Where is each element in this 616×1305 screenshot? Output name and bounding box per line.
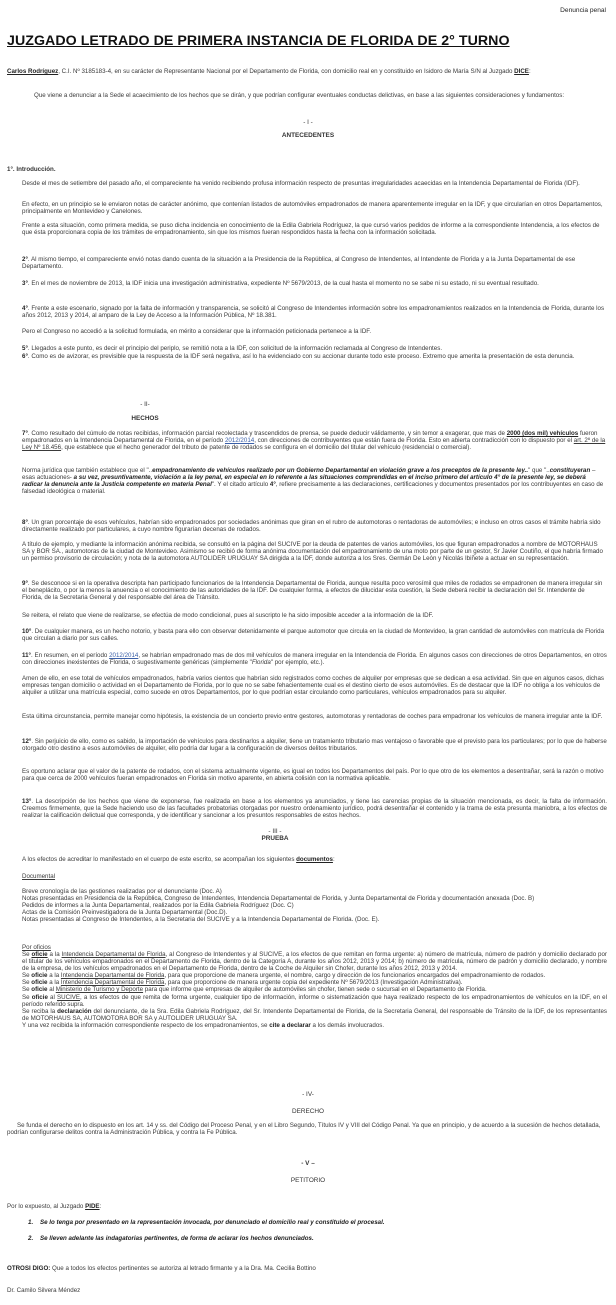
oficio-2: Se oficie a la Intendencia Departamental de Florida, para que proporcione de manera urgente, el nombre, cargo y dirección de los funcionarios encargados del empadronamiento de rodados. bbox=[22, 972, 546, 980]
item-9: 9°. Se desconoce si en la operativa descripta han participado funcionarios de la Intendencia Departamental de Florida, aunque resulta poco verosímil que miles de rodados se empadronen de manera irregular sin el beneplácito, o por la menos la anuencia o el conocimiento de las autoridades de la IDF. De cualquier forma, a efectos de dilucidar esta cuestión, la Sede deberá recibir la declaración del Sr. Intendente de Florida, de la Secretaria General y del responsable del área de Tránsito. bbox=[22, 580, 603, 602]
antecedentes-p2: En efecto, en un principio se le enviaron notas de carácter anónimo, que contenían listados de automóviles empadronados de manera aparentemente irregular en la IDF, y que circularían en otros Departamentos, principalmente en Montevideo y Canelones. bbox=[22, 201, 603, 216]
introduction-heading: 1°. Introducción. bbox=[7, 166, 56, 173]
item-8-example: A título de ejemplo, y mediante la información anónima recibida, se consultó en la página del SUCIVE por la deuda de patentes de varios automóviles, los que figuran empadronados a nombre de MOTORHAUS SA y BOR SA., automotoras de la ciudad de Montevideo. Asimismo se recibió de forma anónima documentación del empadronamiento de una moto por parte de un gestor, Sr Javier Coutiño, el que habría firmado un permiso provisorio de circulación; y nota de la automotora AUTOLIDER URUGUAY SA dirigida a la IDF, donde autoriza a los Sres. Germán De León y Nicolás Ibiñete a actuar en su representación. bbox=[22, 541, 603, 563]
item-8: 8°. Un gran porcentaje de esos vehículos, habrían sido empadronados por sociedades anónimas que giran en el rubro de automotoras o rentadoras de automóviles; e incluso en otros casos el trámite habría sido directamente realizado por particulares, a cuyo nombre figurarían decenas de rodados. bbox=[22, 519, 601, 534]
otrosi-paragraph: OTROSI DIGO: Que a todos los efectos pertinentes se autoriza al letrado firmante y a la Dra. Ma. Cecilia Bottino bbox=[7, 1265, 316, 1272]
item-6: 6°. Como es de avizorar, es previsible que la respuesta de la IDF será negativa, así lo ha evidenciado con su accionar durante todo este proceso. Extremo que amerita la presentación de esta denuncia. bbox=[22, 353, 575, 360]
purpose-paragraph: Que viene a denunciar a la Sede el acaecimiento de los hechos que se dirán, y que podrían configurar eventuales conductas delictivas, en base a las siguientes consideraciones y fundamentos: bbox=[34, 92, 565, 99]
declaracion-request: Se reciba la declaración del denunciante, de la Sra. Edila Gabriela Rodríguez, del Sr. Intendente Departamental de Florida, de la Secretaria General, del responsable de Tránsito de la IDF, de los representantes de MOTORHAUS SA, AUTOMOTORA BOR SA y AUTOLIDER URUGUAY SA. bbox=[22, 1007, 607, 1022]
section-1-title: ANTECEDENTES bbox=[281, 132, 335, 139]
oficio-5: Se oficie al SUCIVE, a los efectos de que remita de forma urgente, cualquier tipo de información, informe o sistematización que haya realizado respecto de los empadronamientos de vehículos en la IDF, en el período referido supra. bbox=[22, 993, 607, 1008]
law-article-link[interactable]: art. 2º de la Ley Nº 18.456 bbox=[22, 437, 606, 452]
oficios-heading: Por oficios bbox=[22, 944, 51, 951]
oficio-1: Se oficie a la Intendencia Departamental de Florida, al Congreso de Intendentes y al SUCIVE, a los efectos de que remitan en forma urgente: a) número de matrícula, número de padrón y domicilio declarado por el titular de los vehículos empadronados en el Departamento de Florida, dentro de la Categoría A, durante los años 2012, 2013 y 2014; b) número de matrícula, número de padrón y domicilio declarado, y nombre de la empresa, de los vehículos empadronados en el Departamento de Florida, dentro de la Coche de Alquiler sin Chofer, durante los años 2012, 2013 y 2014. bbox=[22, 951, 607, 973]
pide-intro: Por lo expuesto, al Juzgado PIDE: bbox=[7, 1203, 102, 1210]
section-5-numeral: - V – bbox=[301, 1160, 315, 1167]
item-4-followup: Pero el Congreso no accedió a la solicitud formulada, en mérito a considerar que la información peticionada pertenece a la IDF. bbox=[22, 328, 372, 335]
item-7: 7°. Como resultado del cúmulo de notas recibidas, información parcial recolectada y trascendidos de prensa, se puede deducir válidamente, y sin temor a exagerar, que mas de 2000 (dos mil) vehículos fueron empadronados en la Intendencia Departamental de Florida, en el período 2012/2014, con direcciones de contribuyentes que están fuera de Florida. Esto en abierta contradicción con lo dispuesto por el art. 2º de la Ley Nº 18.456, que establece que el hecho generador del tributo de patente de rodados se configura en el domicilio del titular del vehículo (residencial o comercial). bbox=[22, 430, 606, 452]
oficio-4: Se oficie al Ministerio de Turismo y Deporte para que informe que empresas de alquiler de automóviles sin chofer, tienen sede o sucursal en el Departamento de Florida. bbox=[22, 986, 487, 994]
item-3: 3°. En el mes de noviembre de 2013, la IDF inicia una investigación administrativa, expediente Nº 5679/2013, de la cual hasta el momento no se sabe ni su estado, ni su eventual resultado. bbox=[22, 280, 539, 287]
petition-item-2: 2. Se lleven adelante las indagatorias pertinentes, de forma de aclarar los hechos denunciados. bbox=[28, 1235, 314, 1243]
item-5: 5°. Llegados a este punto, es decir el principio del periplo, se remitió nota a la IDF, con solicitud de la información reclamada al Congreso de Intendentes. bbox=[22, 345, 443, 352]
doc-c: Pedidos de informes a la Junta Departamental, realizados por la Edila Gabriela Rodríguez (Doc. C) bbox=[22, 902, 294, 910]
item-12: 12°. Sin perjuicio de ello, como es sabido, la importación de vehículos para destinarlos a alquiler, tiene un tratamiento tributario mas ventajoso o favorable que el previsto para los particulares; por lo que de haberse otorgado otro destino a esos automóviles de alquiler, ello podría dar lugar a la configuración de diversos delitos tributarios. bbox=[22, 738, 607, 753]
item-10: 10°. De cualquier manera, es un hecho notorio, y basta para ello con observar detenidamente el parque automotor que circula en la ciudad de Montevideo, la gran cantidad de automóviles con matrícula de Florida que circulan a diario por sus calles. bbox=[22, 628, 605, 643]
section-5-title: PETITORIO bbox=[290, 1177, 326, 1184]
doc-d: Actas de la Comisión Preinvestigadora de la Junta Departamental (Doc.D). bbox=[22, 909, 228, 917]
section-2-numeral: - II- bbox=[140, 401, 150, 408]
doc-e: Notas presentadas al Congreso de Intendentes, a la Secretaria del SUCIVE y a la Intendencia Departamental de Florida. (Doc. E). bbox=[22, 916, 380, 924]
oficio-3: Se oficie a la Intendencia Departamental de Florida, para que proporcione de manera urgente copia del expediente Nº 5679/2013 (Investigación Administrativa). bbox=[22, 979, 463, 987]
prueba-intro: A los efectos de acreditar lo manifestado en el cuerpo de este escrito, se acompañan los siguientes documentos: bbox=[22, 856, 335, 863]
item-11-rental: Amen de ello, en ese total de vehículos empadronados, habría varios cientos que habrían sido registrados como coches de alquiler por empresas que se dedican a esa actividad. Sin que en algunos casos, dichas empresas tengan domicilio o actividad en el Departamento de Florida, por lo que no se sabe fehacientemente cual es el destino cierto de esos automóviles. Es de destacar que la IDF no obliga a los vehículos de alquiler a utilizar una matrícula especial, como sucede en otros Departamentos, por lo que podrían estar circulando como particulares, vehículos empadronados para su alquiler. bbox=[22, 675, 604, 697]
period-link[interactable]: 2012/2014 bbox=[224, 437, 255, 445]
item-11: 11°. En resumen, en el período 2012/2014, se habrían empadronado mas de dos mil vehículos de manera irregular en la Intendencia de Florida. En algunos casos con direcciones de otros Departamentos, en otros con direcciones inexistentes de Florida, o sugestivamente genéricas (simplemente "Florida" por ejemplo, etc.). bbox=[22, 652, 607, 667]
derecho-paragraph: Se funda el derecho en lo dispuesto en los art. 14 y ss. del Código del Proceso Penal, y en el Libro Segundo, Títulos IV y VIII del Código Penal. Ya que en principio, y de acuerdo a la sucesión de hechos detallada, podrían configurarse delitos contra la Administración Pública, y contra la Fe Pública. bbox=[7, 1122, 601, 1137]
section-3-numeral: - III - bbox=[268, 828, 282, 835]
document-type-label: Denuncia penal bbox=[560, 7, 606, 14]
section-1-numeral: - I - bbox=[303, 119, 313, 126]
complainant-name: Carlos Rodríguez bbox=[7, 68, 59, 75]
dice-label: DICE bbox=[514, 68, 529, 75]
item-12-patente: Es oportuno aclarar que el valor de la patente de rodados, con el sistema actualmente vigente, es igual en todos los Departamentos del país. Por lo que otro de los elementos a desentrañar, será la razón o motivo para que cerca de 2000 vehículos fueran empadronados en Florida sin motivo aparente, en abierta colisión con la normativa aplicable. bbox=[22, 768, 604, 783]
documental-list bbox=[22, 888, 607, 923]
documental-heading: Documental bbox=[22, 873, 56, 880]
section-2-title: HECHOS bbox=[131, 415, 159, 422]
court-title: JUZGADO LETRADO DE PRIMERA INSTANCIA DE FLORIDA DE 2° TURNO bbox=[7, 33, 510, 49]
item-11-hypothesis: Esta última circunstancia, permite manejar como hipótesis, la existencia de un concierto previo entre gestores, automotoras y rentadoras de coches para empadronar los vehículos de manera irregular ante la IDF. bbox=[22, 713, 603, 720]
signature: Dr. Camilo Silvera Méndez bbox=[7, 1287, 81, 1294]
petition-item-1: 1. Se lo tenga por presentado en la representación invocada, por denunciado el domicilio real y constituido el procesal. bbox=[28, 1219, 385, 1226]
petition-list bbox=[28, 1219, 598, 1251]
antecedentes-p3: Frente a esta situación, como primera medida, se puso dicha incidencia en conocimiento de la Edila Gabriela Rodríguez, la que cursó varios pedidos de informe a la correspondiente Intendencia, a los efectos de que ésta proporcionara copia de los trámites de empadronamiento, sin que los mismos fueran respondidos hasta la fecha con la información solicitada. bbox=[22, 222, 600, 237]
item-2: 2°. Al mismo tiempo, el compareciente envió notas dando cuenta de la situación a la Presidencia de la República, al Congreso de Intendentes, al Intendente de Florida y a la Junta Departamental de ese Departamento. bbox=[22, 256, 576, 271]
cite-declarar-request: Y una vez recibida la información correspondiente respecto de los empadronamientos, se cite a declarar a los demás involucrados. bbox=[22, 1021, 385, 1029]
oficios-list bbox=[22, 951, 607, 1029]
item-9-reiteration: Se reitera, el relato que viene de realizarse, se efectúa de modo condicional, pues al suscripto le ha sido imposible acceder a la información de la IDF. bbox=[22, 612, 434, 619]
intro-paragraph: Carlos Rodríguez, C.I. Nº 3185183-4, en su carácter de Representante Nacional por el Departamento de Florida, con domicilio real en y constituido en Isidoro de María S/N al Juzgado DICE: bbox=[7, 68, 531, 75]
antecedentes-p1: Desde el mes de setiembre del pasado año, el compareciente ha venido recibiendo profusa información respecto de presuntas irregularidades acaecidas en la Intendencia Departamental de Florida (IDF). bbox=[22, 180, 580, 187]
doc-a: Breve cronología de las gestiones realizadas por el denunciante (Doc. A) bbox=[22, 888, 222, 895]
norma-juridica-paragraph: Norma jurídica que también establece que el "..empadronamiento de vehículos realizado por un Gobierno Departamental en violación grave a los preceptos de la presente ley.." que "..constituyeran –esas actuaciones- a su vez, presuntivamente, violación a la ley penal, en especial en lo referente a las situaciones comprendidas en el inciso primero del artículo 4° de la presente ley, se deberá radicar la denuncia ante la Justicia competente en materia Penal". Y el citado artículo 4°, refiere precisamente a las declaraciones, certificaciones y documentos presentados por los contribuyentes en caso de falsedad ideológica o material. bbox=[22, 467, 604, 496]
section-4-title: DERECHO bbox=[292, 1108, 324, 1115]
doc-b: Notas presentadas en Presidencia de la República, Congreso de Intendentes, Intendencia Departamental de Florida, y Junta Departamental de Florida y documentación anexada (Doc. B) bbox=[22, 895, 535, 903]
item-13: 13°. La descripción de los hechos que viene de exponerse, fue realizada en base a los elementos ya anunciados, y tiene las carencias propias de la situación mencionada, es decir, la falta de información. Creemos firmemente, que la Sede haciendo uso de las facultades probatorias otorgadas por nuestro ordenamiento jurídico, podrá desentrañar el contenido y la trama de esta presunta maniobra, a los efectos de realizar la calificación delictual que corresponda, y de identificar y sancionar a los presuntos responsables de estos hechos. bbox=[22, 798, 607, 820]
section-4-numeral: - IV- bbox=[302, 1091, 314, 1098]
section-3-title: PRUEBA bbox=[261, 835, 289, 842]
period-link-2[interactable]: 2012/2014 bbox=[109, 652, 139, 659]
item-4: 4°. Frente a este escenario, signado por la falta de información y transparencia, se solicitó al Congreso de Intendentes información sobre los empadronamientos realizados en la Intendencia de Florida, durante los años 2012, 2013 y 2014, al amparo de la Ley de Acceso a la Información Pública, Nº 18.381. bbox=[22, 305, 605, 320]
